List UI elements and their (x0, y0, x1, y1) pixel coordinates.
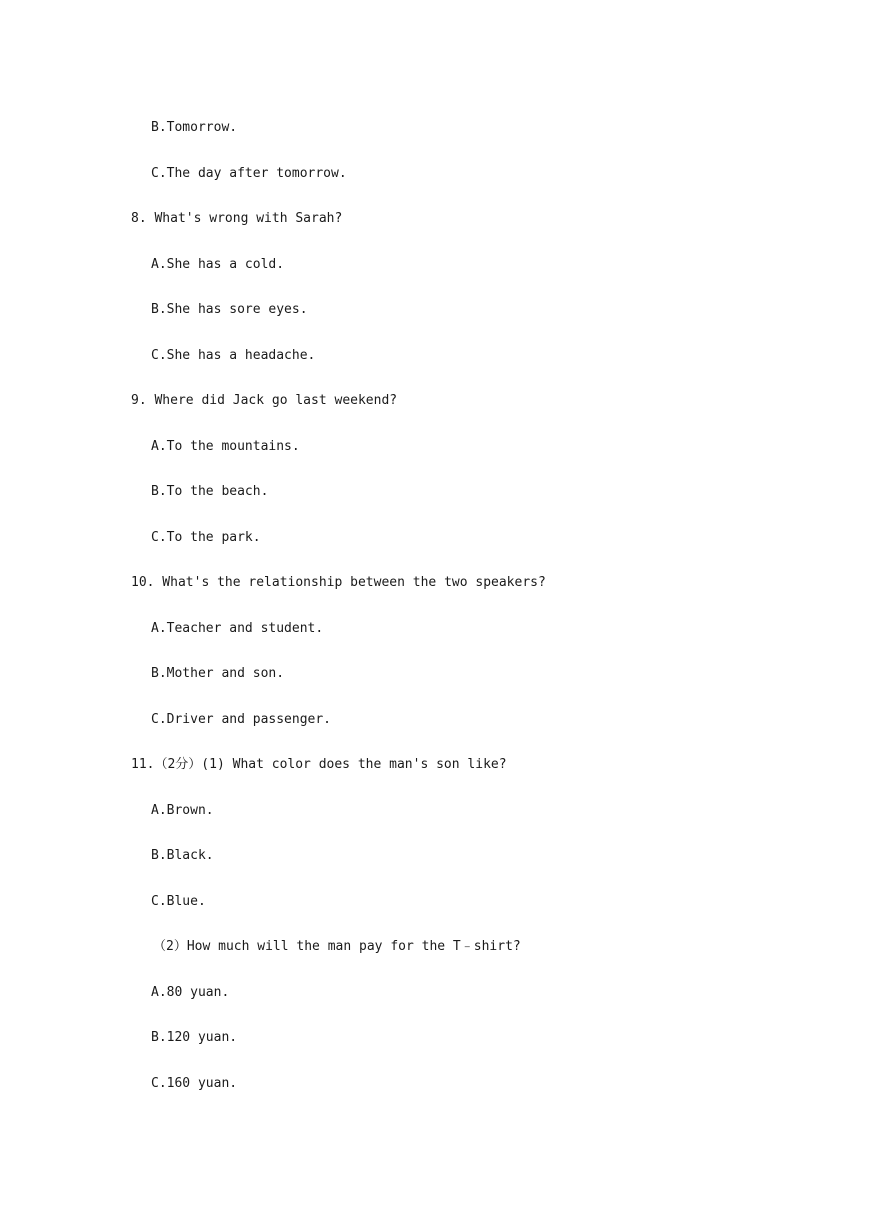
answer-option: C.The day after tomorrow. (151, 165, 347, 181)
answer-option: B.Black. (151, 848, 214, 863)
answer-option: C.Driver and passenger. (151, 711, 332, 727)
answer-option: B.To the beach. (151, 484, 269, 499)
answer-option: B.Tomorrow. (151, 120, 238, 135)
answer-option: A.She has a cold. (151, 256, 285, 272)
question-text: 10. What's the relationship between the two speakers? (131, 575, 546, 590)
answer-option: C.She has a headache. (151, 347, 316, 363)
answer-option: B.She has sore eyes. (151, 302, 308, 317)
question-text: 9. Where did Jack go last weekend? (131, 393, 398, 408)
question-text: 11.（2分）(1) What color does the man's son like? (131, 757, 507, 772)
answer-option: B.120 yuan. (151, 1030, 238, 1045)
sub-question-text: （2）How much will the man pay for the T﹣shirt? (153, 939, 521, 954)
answer-option: A.Teacher and student. (151, 620, 324, 636)
answer-option: C.Blue. (151, 893, 206, 909)
answer-option: C.160 yuan. (151, 1075, 238, 1091)
answer-option: A.80 yuan. (151, 984, 230, 1000)
question-text: 8. What's wrong with Sarah? (131, 211, 343, 226)
answer-option: A.To the mountains. (151, 438, 300, 454)
answer-option: C.To the park. (151, 529, 261, 545)
answer-option: B.Mother and son. (151, 666, 285, 681)
answer-option: A.Brown. (151, 802, 214, 818)
